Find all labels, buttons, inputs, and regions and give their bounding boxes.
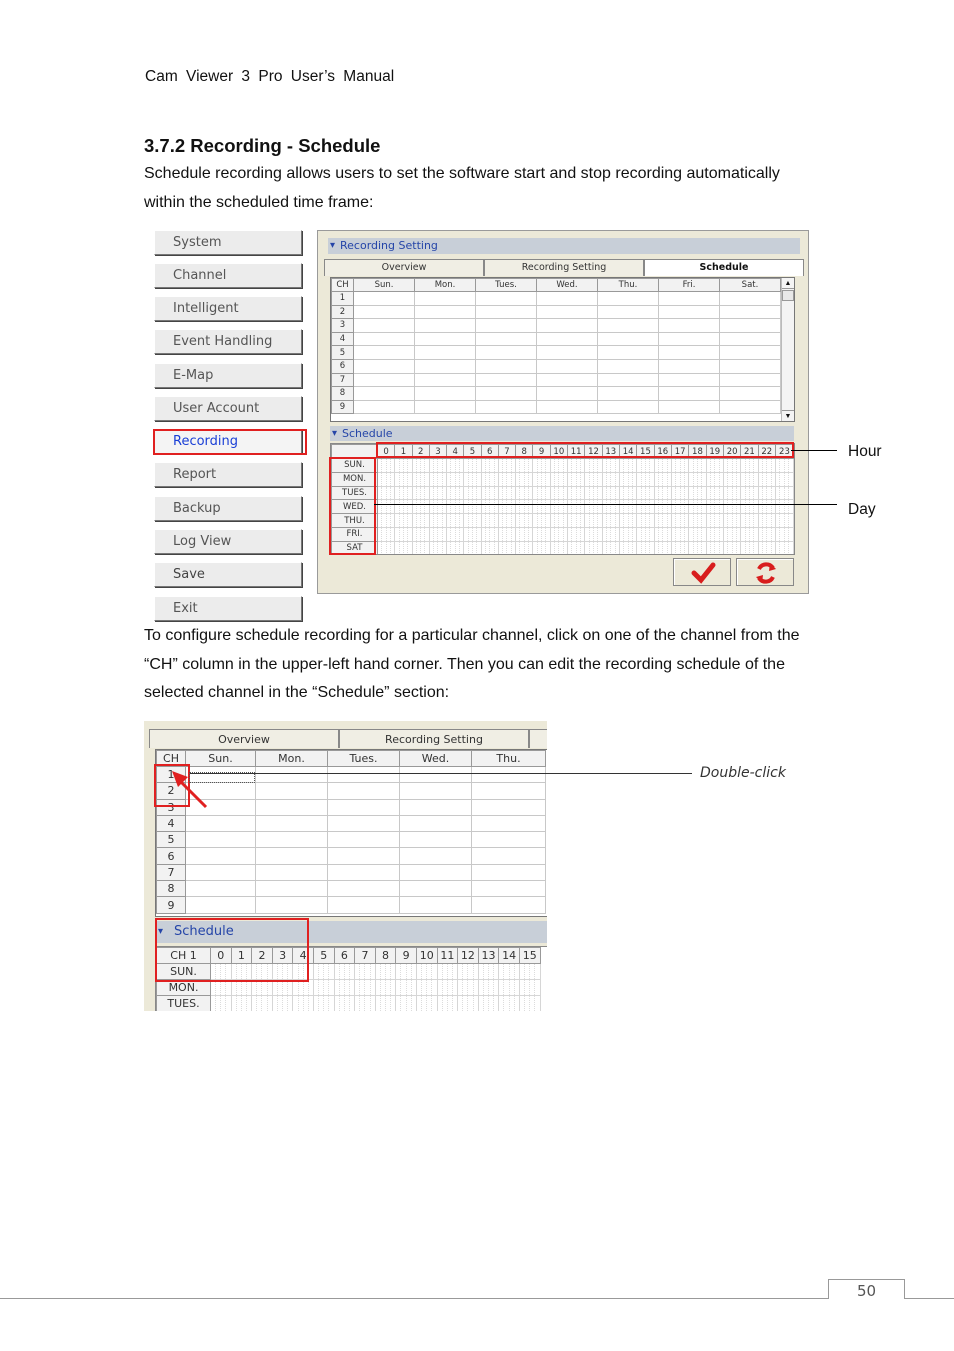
tab-recording-setting[interactable]: Recording Setting	[484, 259, 644, 276]
footer-rule	[0, 1298, 954, 1299]
table-cell[interactable]	[598, 319, 659, 333]
table-cell[interactable]	[537, 319, 598, 333]
channel-cell[interactable]: 4	[332, 332, 354, 346]
zoom-table-cell[interactable]	[472, 848, 546, 864]
table-cell[interactable]	[415, 346, 476, 360]
table-scrollbar[interactable]	[781, 278, 794, 421]
zoomed-schedule-screenshot	[144, 721, 547, 1011]
table-cell[interactable]	[659, 292, 720, 306]
menu-recording[interactable]: Recording	[154, 429, 302, 454]
zoom-table-cell[interactable]	[328, 799, 400, 815]
zoom-table-cell[interactable]	[400, 783, 472, 799]
zoom-tab-partial[interactable]	[529, 729, 547, 748]
table-cell[interactable]	[598, 373, 659, 387]
zoom-day-header: Thu.	[472, 751, 546, 767]
zoom-table-cell[interactable]	[186, 864, 256, 880]
zoom-hour-label: 6	[334, 948, 355, 964]
hour-label: 0	[378, 445, 395, 459]
hour-label: 9	[533, 445, 550, 459]
zoom-hour-label: 2	[252, 948, 273, 964]
zoom-tab-bar	[149, 729, 547, 748]
menu-intelligent[interactable]: Intelligent	[154, 296, 302, 321]
hour-row-highlight	[376, 442, 794, 458]
zoom-tab-overview[interactable]: Overview	[149, 729, 339, 748]
schedule-slot[interactable]	[788, 541, 793, 555]
zoom-table-cell[interactable]	[256, 864, 328, 880]
day-label: FRI.	[332, 527, 378, 541]
table-cell[interactable]	[415, 319, 476, 333]
table-cell[interactable]	[659, 359, 720, 373]
table-cell[interactable]	[354, 359, 415, 373]
zoom-table-cell[interactable]	[256, 881, 328, 897]
table-cell[interactable]	[354, 346, 415, 360]
zoom-table-cell[interactable]	[400, 881, 472, 897]
zoom-day-label: SUN.	[157, 964, 211, 980]
menu-event-handling[interactable]: Event Handling	[154, 329, 302, 354]
table-cell[interactable]	[415, 332, 476, 346]
table-cell[interactable]	[659, 319, 720, 333]
zoom-hour-label: 8	[375, 948, 396, 964]
table-cell[interactable]	[537, 400, 598, 414]
zoom-channel-cell[interactable]: 1	[157, 767, 186, 783]
zoom-table-cell[interactable]	[472, 799, 546, 815]
zoom-channel-cell[interactable]: 4	[157, 815, 186, 831]
zoom-tab-recording-setting[interactable]: Recording Setting	[339, 729, 529, 748]
zoom-table-cell[interactable]	[472, 783, 546, 799]
ch-header: CH	[332, 279, 354, 292]
zoom-schedule-title: ▾ Schedule	[156, 921, 547, 943]
table-cell[interactable]	[537, 373, 598, 387]
zoom-schedule-slot[interactable]	[535, 964, 540, 980]
zoom-schedule-slot[interactable]	[535, 980, 540, 996]
schedule-slot[interactable]	[788, 500, 793, 514]
zoom-day-header: Mon.	[256, 751, 328, 767]
intro-paragraph	[144, 160, 780, 217]
table-cell[interactable]	[720, 346, 781, 360]
day-pointer-line	[374, 504, 837, 505]
zoom-channel-cell[interactable]: 2	[157, 783, 186, 799]
zoom-hour-label: 12	[458, 948, 479, 964]
zoom-table-cell[interactable]	[400, 864, 472, 880]
tab-schedule[interactable]: Schedule	[644, 259, 804, 276]
zoom-table-cell[interactable]	[400, 897, 472, 913]
hour-label: 11	[567, 445, 584, 459]
schedule-slot[interactable]	[788, 486, 793, 500]
scroll-down-icon[interactable]: ▼	[782, 410, 794, 421]
zoom-hour-label: 3	[272, 948, 293, 964]
hour-annotation: Hour	[848, 443, 882, 460]
zoom-channel-cell[interactable]: 7	[157, 864, 186, 880]
schedule-slot[interactable]	[788, 459, 793, 473]
channel-cell[interactable]: 9	[332, 400, 354, 414]
menu-report[interactable]: Report	[154, 462, 302, 487]
table-cell[interactable]	[415, 387, 476, 401]
zoom-hour-label: 14	[499, 948, 520, 964]
zoom-table-cell[interactable]	[186, 815, 256, 831]
day-column-highlight	[329, 457, 376, 555]
hour-label: 22	[758, 445, 775, 459]
schedule-grid	[330, 443, 795, 555]
zoom-table-cell[interactable]	[256, 767, 328, 783]
zoom-table-cell[interactable]	[400, 832, 472, 848]
table-cell[interactable]	[476, 387, 537, 401]
hour-label: 20	[723, 445, 740, 459]
zoom-table-cell[interactable]	[256, 783, 328, 799]
zoom-table-cell[interactable]	[400, 848, 472, 864]
day-header: Sat.	[720, 279, 781, 292]
zoom-table-cell[interactable]	[186, 881, 256, 897]
zoom-table-cell[interactable]	[328, 881, 400, 897]
zoom-table-cell[interactable]	[400, 799, 472, 815]
table-cell[interactable]	[598, 359, 659, 373]
menu-system[interactable]: System	[154, 230, 302, 255]
recording-highlight-box	[153, 429, 307, 455]
table-cell[interactable]	[476, 332, 537, 346]
table-cell[interactable]	[537, 332, 598, 346]
zoom-table-cell[interactable]	[472, 897, 546, 913]
table-cell[interactable]	[476, 400, 537, 414]
table-cell[interactable]	[659, 373, 720, 387]
hour-label: 15	[637, 445, 654, 459]
config-paragraph	[144, 622, 800, 708]
zoom-table-cell[interactable]	[328, 864, 400, 880]
zoom-channel-cell[interactable]: 3	[157, 799, 186, 815]
settings-sidebar	[150, 230, 308, 622]
table-cell[interactable]	[598, 332, 659, 346]
table-cell[interactable]	[415, 305, 476, 319]
table-cell[interactable]	[354, 400, 415, 414]
day-header: Mon.	[415, 279, 476, 292]
menu-user-account[interactable]: User Account	[154, 396, 302, 421]
hour-label: 16	[654, 445, 671, 459]
schedule-slot[interactable]	[788, 472, 793, 486]
double-click-annotation: Double-click	[700, 765, 786, 781]
zoom-table-cell[interactable]	[186, 832, 256, 848]
channel-cell[interactable]: 3	[332, 319, 354, 333]
hour-label: 7	[498, 445, 515, 459]
table-cell[interactable]	[598, 400, 659, 414]
table-cell[interactable]	[354, 305, 415, 319]
day-header: Thu.	[598, 279, 659, 292]
table-cell[interactable]	[537, 305, 598, 319]
zoom-table-cell[interactable]	[186, 848, 256, 864]
table-cell[interactable]	[659, 387, 720, 401]
tab-overview[interactable]: Overview	[324, 259, 484, 276]
table-cell[interactable]	[720, 319, 781, 333]
zoom-table-cell[interactable]	[256, 799, 328, 815]
table-cell[interactable]	[598, 305, 659, 319]
menu-log-view[interactable]: Log View	[154, 529, 302, 554]
day-header: Fri.	[659, 279, 720, 292]
zoom-hour-label: 13	[478, 948, 499, 964]
zoom-table-cell[interactable]	[328, 832, 400, 848]
menu-exit[interactable]: Exit	[154, 596, 302, 621]
zoom-schedule-slot[interactable]	[535, 996, 540, 1012]
zoom-table-cell[interactable]	[472, 832, 546, 848]
zoom-table-cell[interactable]	[472, 881, 546, 897]
hour-label: 21	[741, 445, 758, 459]
zoom-schedule-ch: CH 1	[157, 948, 211, 964]
zoom-table-cell[interactable]	[400, 767, 472, 783]
schedule-slot[interactable]	[788, 527, 793, 541]
page-number: 50	[828, 1279, 905, 1299]
hour-label: 12	[585, 445, 602, 459]
day-label: TUES.	[332, 486, 378, 500]
zoom-table-cell[interactable]	[400, 815, 472, 831]
zoom-day-label: MON.	[157, 980, 211, 996]
hour-label: 3	[429, 445, 446, 459]
hour-label: 10	[550, 445, 567, 459]
hour-label: 1	[395, 445, 412, 459]
table-cell[interactable]	[415, 373, 476, 387]
table-cell[interactable]	[415, 292, 476, 306]
zoom-hour-label: 5	[313, 948, 334, 964]
hour-label: 18	[689, 445, 706, 459]
config-line: selected channel in the “Schedule” section:	[144, 684, 450, 701]
channel-cell[interactable]: 1	[332, 292, 354, 306]
table-cell[interactable]	[659, 346, 720, 360]
zoom-hour-label: 9	[396, 948, 417, 964]
table-cell[interactable]	[720, 332, 781, 346]
hour-label: 4	[447, 445, 464, 459]
table-cell[interactable]	[720, 373, 781, 387]
zoom-hour-label: 1	[231, 948, 252, 964]
channel-cell[interactable]: 2	[332, 305, 354, 319]
zoom-channel-cell[interactable]: 5	[157, 832, 186, 848]
zoom-table-cell[interactable]	[328, 897, 400, 913]
zoom-table-cell[interactable]	[472, 864, 546, 880]
hour-label: 19	[706, 445, 723, 459]
zoom-day-header: Tues.	[328, 751, 400, 767]
table-cell[interactable]	[537, 292, 598, 306]
menu-save[interactable]: Save	[154, 562, 302, 587]
channel-cell[interactable]: 5	[332, 346, 354, 360]
zoom-table-cell[interactable]	[472, 767, 546, 783]
zoom-channel-cell[interactable]: 6	[157, 848, 186, 864]
table-cell[interactable]	[537, 387, 598, 401]
hour-label: 23	[775, 445, 793, 459]
day-label: SAT	[332, 541, 378, 555]
channel-table	[330, 277, 795, 422]
zoom-hour-label: 0	[211, 948, 232, 964]
table-cell[interactable]	[476, 373, 537, 387]
zoom-hour-label: 4	[293, 948, 314, 964]
day-label: WED.	[332, 500, 378, 514]
zoom-table-cell[interactable]	[256, 848, 328, 864]
day-label: THU.	[332, 514, 378, 528]
zoom-table-cell[interactable]	[256, 815, 328, 831]
zoom-table-cell[interactable]	[328, 848, 400, 864]
table-cell[interactable]	[415, 400, 476, 414]
table-cell[interactable]	[354, 292, 415, 306]
zoom-table-cell[interactable]	[256, 897, 328, 913]
config-line: “CH” column in the upper-left hand corner. Then you can edit the recording schedule of the	[144, 655, 785, 673]
channel-cell[interactable]: 8	[332, 387, 354, 401]
zoom-day-header: Sun.	[186, 751, 256, 767]
table-cell[interactable]	[598, 292, 659, 306]
hour-label: 6	[481, 445, 498, 459]
table-cell[interactable]	[476, 305, 537, 319]
table-cell[interactable]	[476, 319, 537, 333]
table-cell[interactable]	[354, 387, 415, 401]
table-cell[interactable]	[354, 373, 415, 387]
table-cell[interactable]	[537, 346, 598, 360]
zoom-hour-label: 11	[437, 948, 458, 964]
menu-e-map[interactable]: E-Map	[154, 363, 302, 388]
table-cell[interactable]	[659, 332, 720, 346]
table-cell[interactable]	[354, 319, 415, 333]
zoom-table-cell[interactable]	[328, 767, 400, 783]
menu-channel[interactable]: Channel	[154, 263, 302, 288]
table-cell[interactable]	[476, 359, 537, 373]
ok-button[interactable]	[673, 558, 731, 586]
zoom-table-cell[interactable]	[186, 897, 256, 913]
hour-label: 13	[602, 445, 619, 459]
intro-line: Schedule recording allows users to set the software start and stop recording automatically	[144, 165, 780, 182]
checkmark-icon	[674, 559, 732, 587]
table-cell[interactable]	[476, 292, 537, 306]
table-cell[interactable]	[720, 400, 781, 414]
panel-title: ▾ Recording Setting	[328, 238, 800, 254]
table-cell[interactable]	[659, 305, 720, 319]
table-cell[interactable]	[720, 305, 781, 319]
intro-line: within the scheduled time frame:	[144, 193, 374, 211]
table-cell[interactable]	[354, 332, 415, 346]
zoom-hour-label: 10	[416, 948, 437, 964]
double-click-pointer-line	[190, 773, 692, 774]
schedule-slot[interactable]	[788, 514, 793, 528]
day-header: Wed.	[537, 279, 598, 292]
zoom-channel-cell[interactable]: 9	[157, 897, 186, 913]
tab-bar	[324, 259, 804, 276]
hour-pointer-line	[791, 450, 837, 451]
section-title: 3.7.2 Recording - Schedule	[144, 135, 381, 156]
table-cell[interactable]	[415, 359, 476, 373]
hour-label: 2	[412, 445, 429, 459]
zoom-channel-cell[interactable]: 8	[157, 881, 186, 897]
zoom-hour-label: 7	[355, 948, 376, 964]
schedule-section-title: ▾ Schedule	[330, 426, 794, 441]
refresh-icon	[737, 559, 795, 587]
zoom-table-cell[interactable]	[328, 783, 400, 799]
zoom-table-cell[interactable]	[472, 815, 546, 831]
table-cell[interactable]	[476, 346, 537, 360]
day-label: MON.	[332, 472, 378, 486]
config-line: To configure schedule recording for a particular channel, click on one of the channel from the	[144, 627, 800, 644]
day-annotation: Day	[848, 501, 876, 518]
table-cell[interactable]	[598, 387, 659, 401]
schedule-ch-highlight-box	[155, 918, 309, 982]
table-cell[interactable]	[598, 346, 659, 360]
channel-cell[interactable]: 6	[332, 359, 354, 373]
day-header: Tues.	[476, 279, 537, 292]
scroll-up-icon[interactable]: ▲	[782, 278, 794, 289]
hour-label: 8	[516, 445, 533, 459]
day-header: Sun.	[354, 279, 415, 292]
zoom-ch-header: CH	[157, 751, 186, 767]
table-cell[interactable]	[720, 387, 781, 401]
zoom-day-header: Wed.	[400, 751, 472, 767]
menu-backup[interactable]: Backup	[154, 496, 302, 521]
zoom-hour-label: 15	[519, 948, 540, 964]
table-cell[interactable]	[720, 292, 781, 306]
running-header: Cam Viewer 3 Pro User’s Manual	[145, 68, 395, 85]
channel-cell[interactable]: 7	[332, 373, 354, 387]
table-cell[interactable]	[659, 400, 720, 414]
reset-button[interactable]	[736, 558, 794, 586]
recording-setting-panel	[317, 230, 809, 594]
hour-label: 17	[671, 445, 688, 459]
zoom-table-cell[interactable]	[256, 832, 328, 848]
table-cell[interactable]	[537, 359, 598, 373]
day-label: SUN.	[332, 459, 378, 473]
hour-label: 5	[464, 445, 481, 459]
scroll-thumb[interactable]	[782, 290, 794, 301]
zoom-day-label: TUES.	[157, 996, 211, 1012]
hour-label: 14	[619, 445, 636, 459]
table-cell[interactable]	[720, 359, 781, 373]
zoom-table-cell[interactable]	[328, 815, 400, 831]
